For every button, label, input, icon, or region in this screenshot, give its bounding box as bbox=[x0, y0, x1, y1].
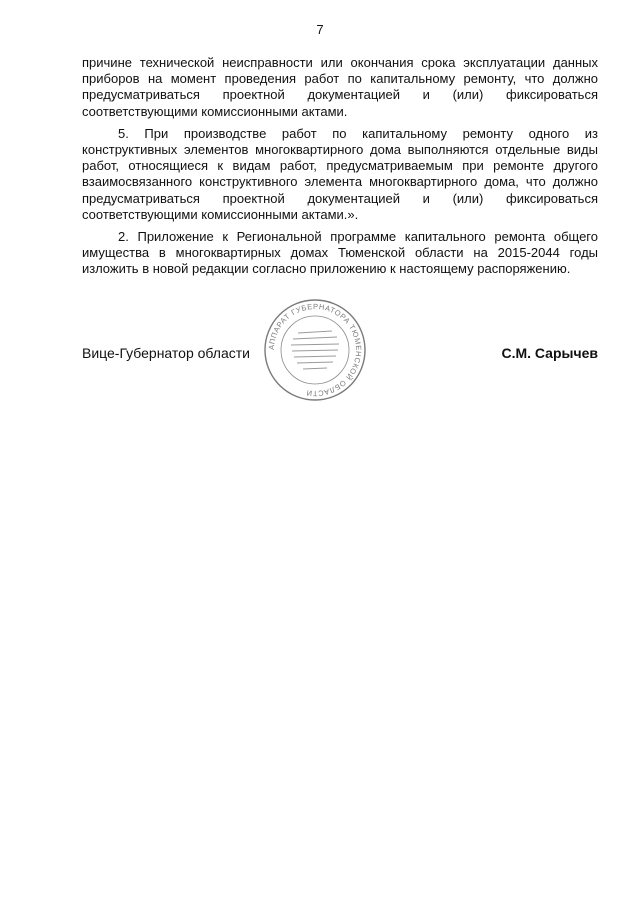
seal-ring-text: АППАРАТ ГУБЕРНАТОРА ТЮМЕНСКОЙ ОБЛАСТИ bbox=[266, 301, 364, 399]
paragraph-item-2: 2. Приложение к Региональной программе капитального ремонта общего имущества в многоквартирных домах Тюменской области на 2015-2044 годы изложить в новой редакции согласно приложению к настоящему распоряжению. bbox=[82, 229, 598, 277]
document-body bbox=[82, 55, 598, 284]
signature-name: С.М. Сарычев bbox=[501, 345, 598, 361]
official-seal-stamp bbox=[262, 297, 368, 403]
seal-center-lines bbox=[291, 331, 339, 369]
seal-inner-ring bbox=[281, 316, 349, 384]
signature-title: Вице-Губернатор области bbox=[82, 345, 250, 361]
paragraph-item-5: 5. При производстве работ по капитальному ремонту одного из конструктивных элементов многоквартирного дома выполняются отдельные виды работ, относящиеся к видам работ, предусматриваемым при ремонте другого взаимосвязанного конструктивного элемента многоквартирного дома, что должно предусматриваться проектной документацией и (или) фиксироваться соответствующими комиссионными актами.». bbox=[82, 125, 598, 222]
paragraph-continuation: причине технической неисправности или окончания срока эксплуатации данных приборов на момент проведения работ по капитальному ремонту, что должно предусматриваться проектной документацией и (или) фиксироваться соответствующими комиссионными актами. bbox=[82, 55, 598, 119]
seal-outer-ring bbox=[265, 300, 365, 400]
page-number: 7 bbox=[316, 22, 324, 37]
